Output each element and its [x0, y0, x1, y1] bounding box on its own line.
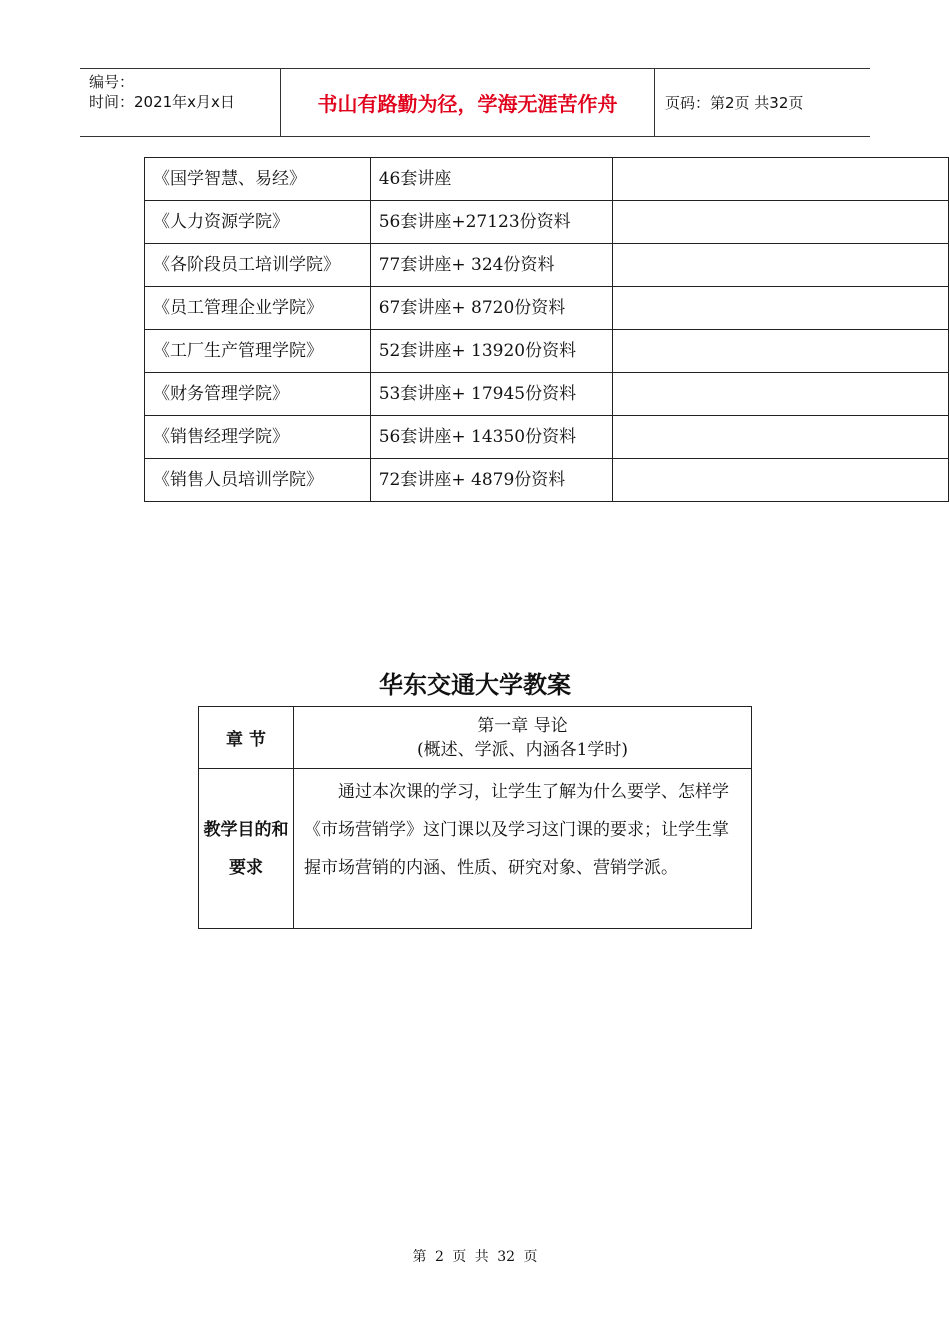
course-content-cell: 77套讲座+ 324份资料 [370, 244, 613, 287]
chapter-label: 章 节 [199, 707, 294, 769]
course-content-cell: 56套讲座+ 14350份资料 [370, 416, 613, 459]
table-row [145, 330, 949, 373]
goals-label: 教学目的和要求 [199, 769, 294, 929]
chapter-row [199, 707, 752, 769]
course-name-cell: 《各阶段员工培训学院》 [145, 244, 371, 287]
lesson-plan-table [198, 706, 752, 929]
header-time: 时间：2021年x月x日 [89, 93, 235, 111]
course-name-cell: 《销售经理学院》 [145, 416, 371, 459]
course-note-cell [613, 459, 949, 502]
course-name-cell: 《工厂生产管理学院》 [145, 330, 371, 373]
table-row [145, 287, 949, 330]
courses-table-body [145, 158, 949, 502]
chapter-title: 第一章 导论 [477, 715, 568, 736]
table-row [145, 416, 949, 459]
course-note-cell [613, 287, 949, 330]
table-row [145, 373, 949, 416]
course-content-cell: 72套讲座+ 4879份资料 [370, 459, 613, 502]
course-content-cell: 56套讲座+27123份资料 [370, 201, 613, 244]
chapter-value [294, 707, 752, 769]
header-number: 编号： [89, 73, 135, 91]
table-row [145, 459, 949, 502]
courses-table [144, 157, 949, 502]
table-row [145, 201, 949, 244]
course-content-cell: 67套讲座+ 8720份资料 [370, 287, 613, 330]
course-note-cell [613, 330, 949, 373]
course-content-cell: 52套讲座+ 13920份资料 [370, 330, 613, 373]
course-name-cell: 《销售人员培训学院》 [145, 459, 371, 502]
page-footer: 第 2 页 共 32 页 [412, 1249, 538, 1265]
course-name-cell: 《人力资源学院》 [145, 201, 371, 244]
course-note-cell [613, 244, 949, 287]
table-row [145, 244, 949, 287]
course-name-cell: 《国学智慧、易经》 [145, 158, 371, 201]
goals-text: 通过本次课的学习，让学生了解为什么要学、怎样学《市场营销学》这门课以及学习这门课的要求；让学生掌握市场营销的内涵、性质、研究对象、营销学派。 [294, 769, 752, 929]
header-page-info: 页码：第2页 共32页 [665, 94, 804, 112]
header-motto: 书山有路勤为径，学海无涯苦作舟 [281, 69, 655, 136]
course-note-cell [613, 201, 949, 244]
goals-row [199, 769, 752, 929]
course-name-cell: 《财务管理学院》 [145, 373, 371, 416]
course-note-cell [613, 158, 949, 201]
course-content-cell: 46套讲座 [370, 158, 613, 201]
course-name-cell: 《员工管理企业学院》 [145, 287, 371, 330]
chapter-hours: (概述、学派、内涵各1学时) [416, 739, 629, 760]
page-header [80, 68, 870, 137]
course-note-cell [613, 416, 949, 459]
header-meta [80, 69, 281, 136]
course-note-cell [613, 373, 949, 416]
lesson-plan-title: 华东交通大学教案 [379, 671, 571, 699]
table-row [145, 158, 949, 201]
course-content-cell: 53套讲座+ 17945份资料 [370, 373, 613, 416]
